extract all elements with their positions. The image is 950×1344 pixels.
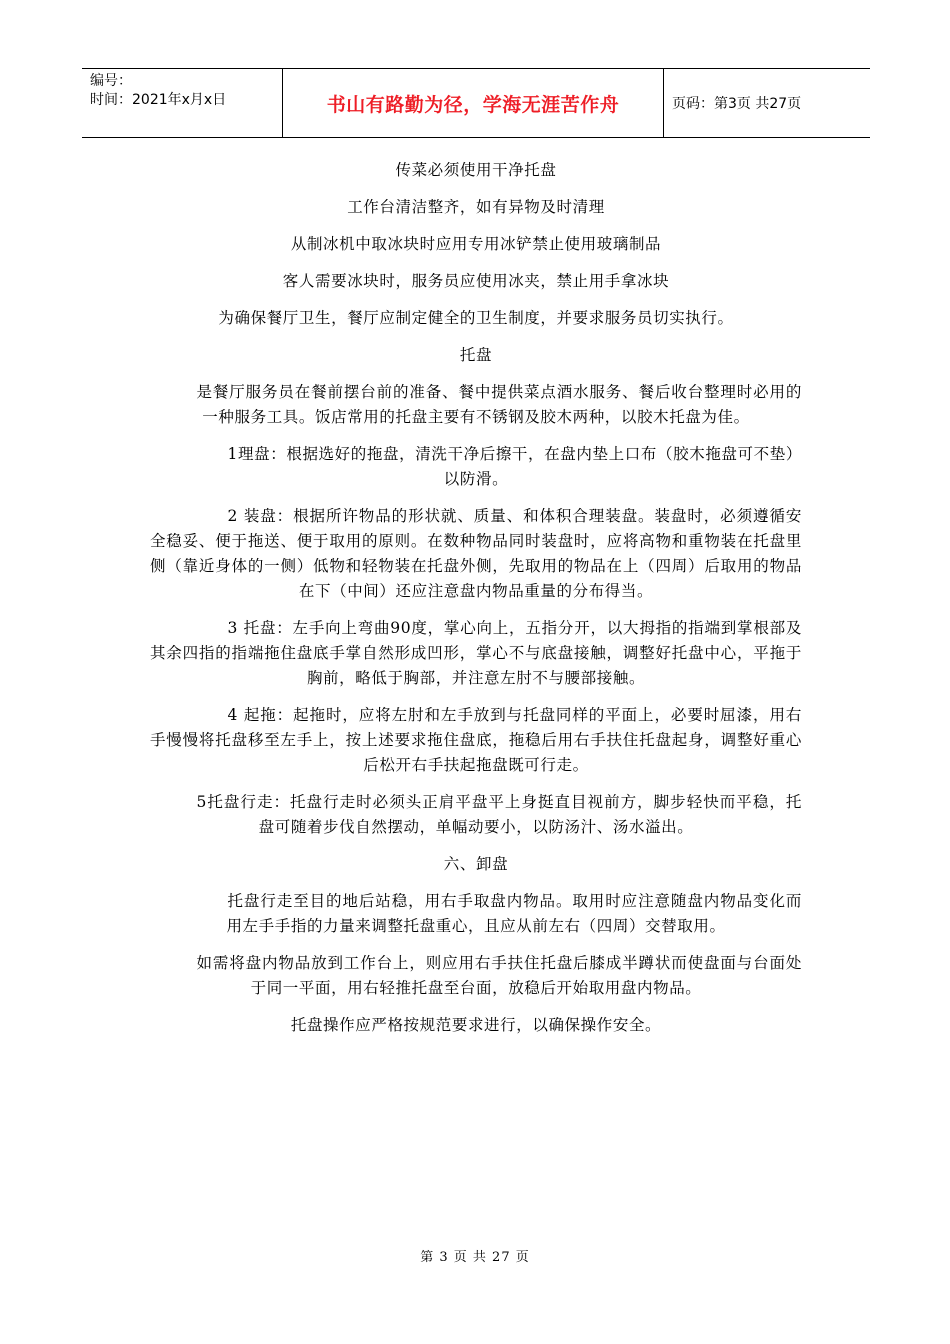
list-item: 2 装盘：根据所许物品的形状就、质量、和体积合理装盘。装盘时，必须遵循安全稳妥、便于拖送、便于取用的原则。在数种物品同时装盘时，应将高物和重物装在托盘里侧（靠近身体的一侧）低物和轻物装在托盘外侧，先取用的物品在上（四周）后取用的物品在下（中间）还应注意盘内物品重量的分布得当。	[150, 507, 802, 600]
document-number: 编号：	[90, 73, 132, 89]
paragraph: 从制冰机中取冰块时应用专用冰铲禁止使用玻璃制品	[290, 235, 662, 253]
section-heading: 六、卸盘	[443, 855, 509, 873]
header-motto: 书山有路勤为径，学海无涯苦作舟	[282, 69, 664, 137]
list-item: 4 起拖：起拖时，应将左肘和左手放到与托盘同样的平面上，必要时屈漆，用右手慢慢将托盘移至左手上，按上述要求拖住盘底，拖稳后用右手扶住托盘起身，调整好重心后松开右手扶起拖盘既可行走。	[150, 706, 802, 774]
document-body	[150, 158, 802, 1050]
paragraph: 传菜必须使用干净托盘	[395, 161, 557, 179]
paragraph: 客人需要冰块时，服务员应使用冰夹，禁止用手拿冰块	[282, 272, 670, 290]
header-page-number: 页码：第3页 共27页	[672, 96, 802, 112]
list-item: 5托盘行走：托盘行走时必须头正肩平盘平上身挺直目视前方，脚步轻快而平稳，托盘可随着步伐自然摆动，单幅动要小，以防汤汁、汤水溢出。	[196, 793, 802, 836]
document-date: 时间：2021年x月x日	[90, 92, 227, 108]
paragraph: 工作台清洁整齐，如有异物及时清理	[347, 198, 605, 216]
paragraph: 如需将盘内物品放到工作台上，则应用右手扶住托盘后膝成半蹲状而使盘面与台面处于同一平面，用右轻推托盘至台面，放稳后开始取用盘内物品。	[196, 954, 802, 997]
paragraph: 托盘操作应严格按规范要求进行，以确保操作安全。	[290, 1016, 662, 1034]
paragraph: 托盘行走至目的地后站稳，用右手取盘内物品。取用时应注意随盘内物品变化而用左手手指的力量来调整托盘重心，且应从前左右（四周）交替取用。	[226, 892, 802, 935]
page-header	[82, 68, 870, 138]
paragraph: 为确保餐厅卫生，餐厅应制定健全的卫生制度，并要求服务员切实执行。	[218, 309, 734, 327]
page-footer: 第 3 页 共 27 页	[420, 1250, 530, 1265]
paragraph: 是餐厅服务员在餐前摆台前的准备、餐中提供菜点酒水服务、餐后收台整理时必用的一种服务工具。饭店常用的托盘主要有不锈钢及胶木两种，以胶木托盘为佳。	[196, 383, 802, 426]
list-item: 3 托盘：左手向上弯曲90度，掌心向上，五指分开，以大拇指的指端到掌根部及其余四指的指端拖住盘底手掌自然形成凹形，掌心不与底盘接触，调整好托盘中心，平拖于胸前，略低于胸部，并注意左肘不与腰部接触。	[150, 619, 802, 687]
header-meta	[82, 69, 282, 137]
section-heading: 托盘	[459, 346, 493, 364]
list-item: 1理盘：根据选好的拖盘，清洗干净后擦干，在盘内垫上口布（胶木拖盘可不垫）以防滑。	[227, 445, 802, 488]
